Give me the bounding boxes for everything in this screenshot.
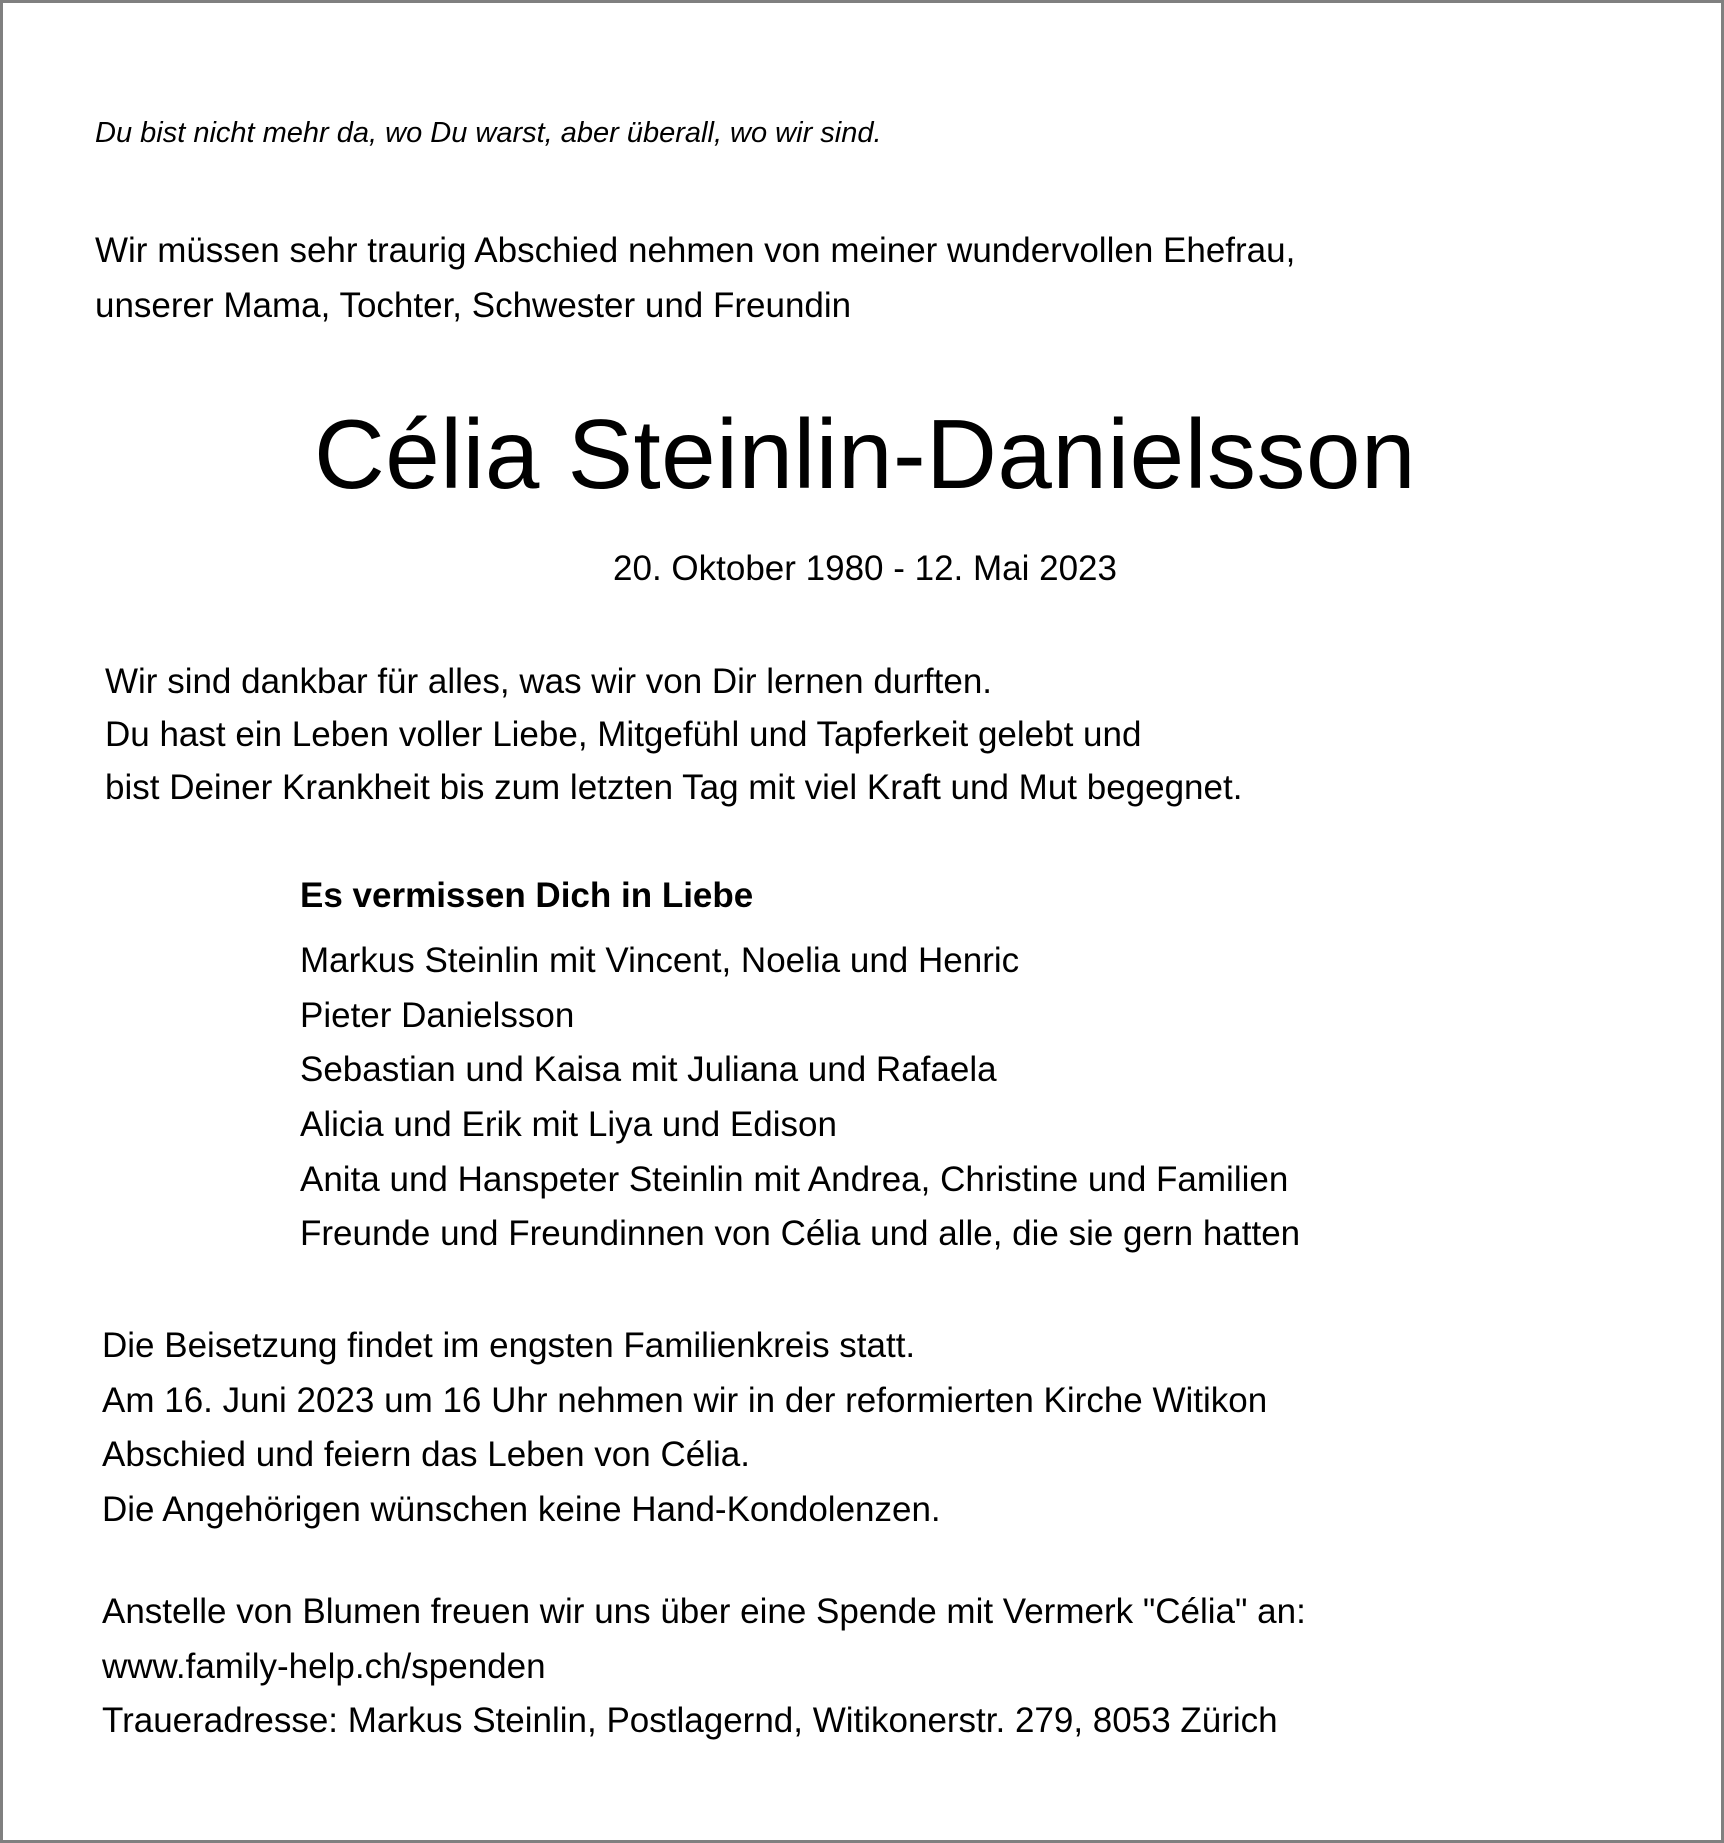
intro-line: unserer Mama, Tochter, Schwester und Freundin bbox=[95, 286, 852, 325]
funeral-line: Abschied und feiern das Leben von Célia. bbox=[102, 1435, 750, 1474]
life-dates: 20. Oktober 1980 - 12. Mai 2023 bbox=[613, 549, 1117, 588]
condolence-address: Traueradresse: Markus Steinlin, Postlagernd, Witikonerstr. 279, 8053 Zürich bbox=[102, 1701, 1278, 1740]
tribute-line: bist Deiner Krankheit bis zum letzten Tag mit viel Kraft und Mut begegnet. bbox=[105, 768, 1243, 807]
mourner-name: Sebastian und Kaisa mit Juliana und Rafaela bbox=[300, 1050, 997, 1089]
funeral-line: Die Beisetzung findet im engsten Familienkreis statt. bbox=[102, 1326, 916, 1365]
mourner-name: Alicia und Erik mit Liya und Edison bbox=[300, 1105, 837, 1144]
donation-url: www.family-help.ch/spenden bbox=[102, 1647, 546, 1686]
deceased-name: Célia Steinlin-Danielsson bbox=[314, 399, 1416, 509]
mourner-name: Pieter Danielsson bbox=[300, 996, 575, 1035]
mourner-name: Anita und Hanspeter Steinlin mit Andrea, Christine und Familien bbox=[300, 1160, 1289, 1199]
funeral-line: Am 16. Juni 2023 um 16 Uhr nehmen wir in der reformierten Kirche Witikon bbox=[102, 1381, 1268, 1420]
mourner-name: Freunde und Freundinnen von Célia und alle, die sie gern hatten bbox=[300, 1214, 1301, 1253]
donation-line: Anstelle von Blumen freuen wir uns über eine Spende mit Vermerk "Célia" an: bbox=[102, 1592, 1306, 1631]
funeral-line: Die Angehörigen wünschen keine Hand-Kondolenzen. bbox=[102, 1490, 941, 1529]
intro-line: Wir müssen sehr traurig Abschied nehmen von meiner wundervollen Ehefrau, bbox=[95, 231, 1296, 270]
mourners-heading: Es vermissen Dich in Liebe bbox=[300, 876, 754, 915]
mourner-name: Markus Steinlin mit Vincent, Noelia und Henric bbox=[300, 941, 1020, 980]
tribute-line: Du hast ein Leben voller Liebe, Mitgefühl und Tapferkeit gelebt und bbox=[105, 715, 1142, 754]
tribute-line: Wir sind dankbar für alles, was wir von Dir lernen durften. bbox=[105, 662, 993, 701]
motto: Du bist nicht mehr da, wo Du warst, aber überall, wo wir sind. bbox=[95, 117, 882, 149]
